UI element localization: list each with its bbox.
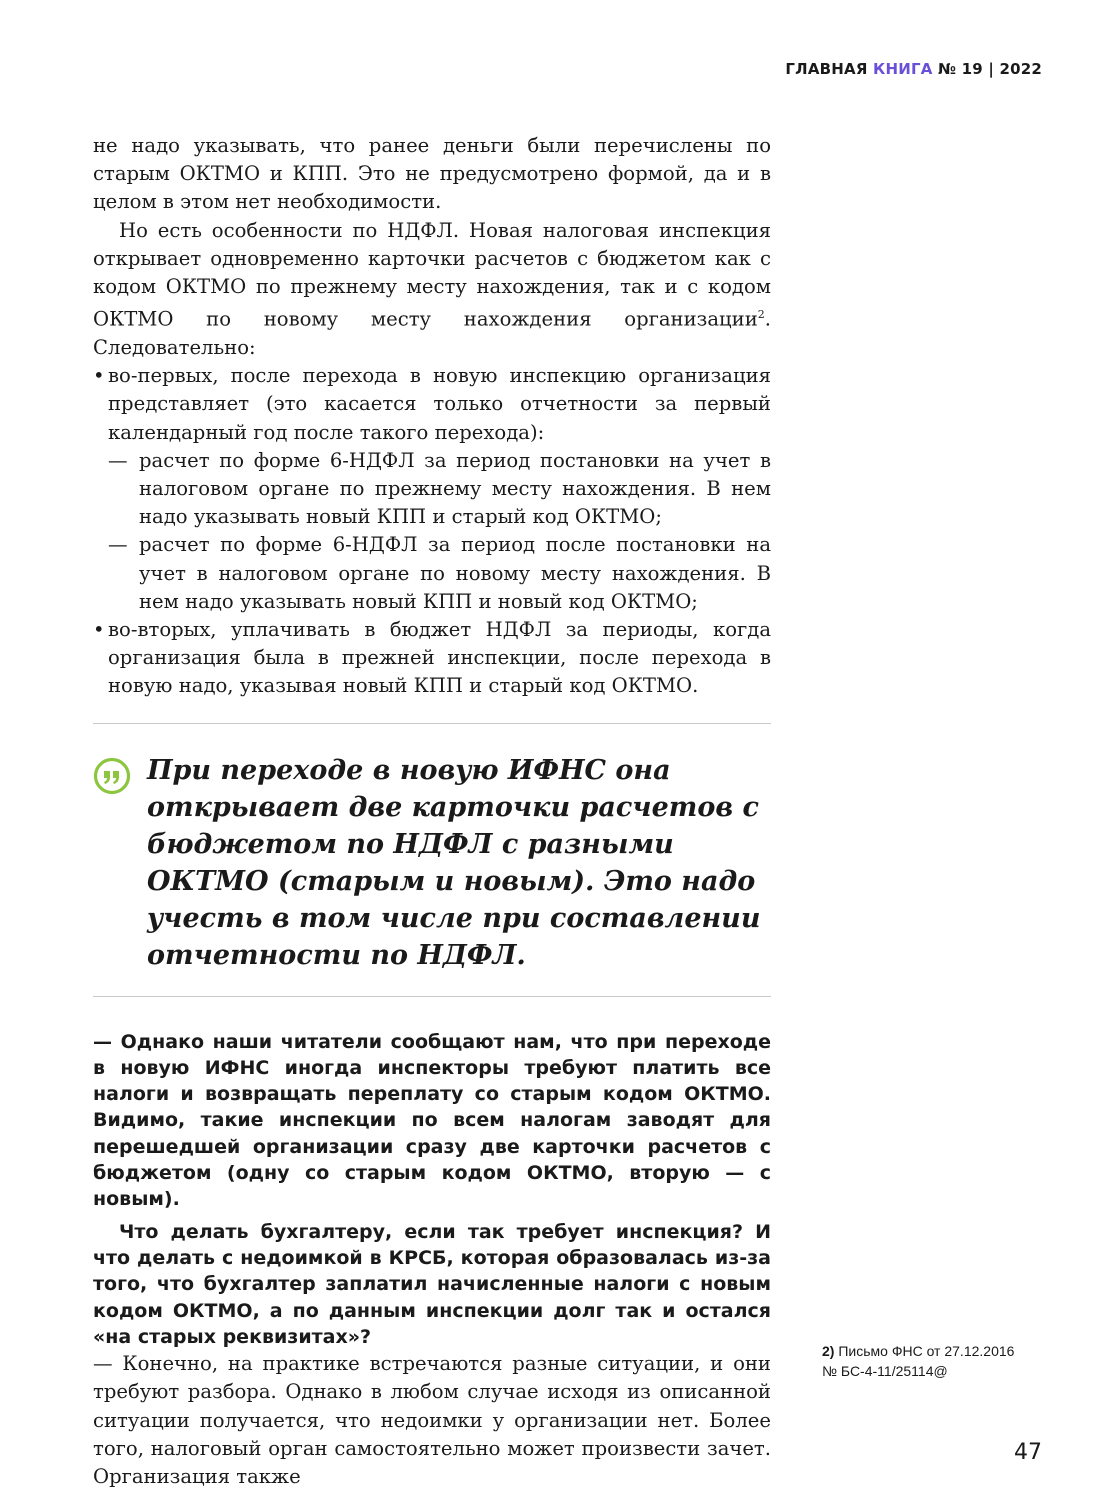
header-issue: № 19 | 2022 xyxy=(932,60,1042,78)
bullet-mark: • xyxy=(93,617,105,641)
dash-mark: — xyxy=(108,448,128,472)
quote-icon xyxy=(93,757,131,795)
bullet-text: во-вторых, уплачивать в бюджет НДФЛ за периоды, когда организация была в прежней инспекции, после перехода в новую надо, указывая новый КПП и старый код ОКТМО. xyxy=(108,617,771,698)
pull-quote xyxy=(93,724,771,996)
paragraph-2 xyxy=(93,217,771,363)
bullet-text: во-первых, после перехода в новую инспекцию организация представляет (это касается только отчетности за первый календарный год после такого перехода): xyxy=(108,364,771,444)
magazine-header xyxy=(785,60,1042,78)
bullet-mark: • xyxy=(93,364,105,388)
question-1: — Однако наши читатели сообщают нам, что при переходе в новую ИФНС иногда инспекторы требуют платить все налоги и возвращать переплату со старым кодом ОКТМО. Видимо, такие инспекции по всем налогам заводят для перешедшей организации сразу две карточки расчетов с бюджетом (одну со старым кодом ОКТМО, вторую — с новым). xyxy=(93,1030,771,1211)
footnote-ref: 2 xyxy=(757,308,765,322)
dash-mark: — xyxy=(108,533,128,557)
footnote xyxy=(822,1341,1052,1381)
dash-text: расчет по форме 6-НДФЛ за период после постановки на учет в налоговом органе по новому месту нахождения. В нем надо указывать новый КПП и новый код ОКТМО; xyxy=(139,533,771,613)
article-body xyxy=(93,132,771,1491)
footnote-line-1: Письмо ФНС от 27.12.2016 xyxy=(834,1343,1015,1359)
page-number: 47 xyxy=(1014,1440,1042,1465)
paragraph-2-text: Но есть особенности по НДФЛ. Новая налоговая инспекция открывает одновременно карточки расчетов с бюджетом как с кодом ОКТМО по прежнему месту нахождения, так и с кодом ОКТМО по новому месту нахождения организации xyxy=(93,218,771,331)
list-item xyxy=(93,616,771,701)
list-item xyxy=(93,447,771,532)
question-2: Что делать бухгалтеру, если так требует инспекция? И что делать с недоимкой в КРСБ, которая образовалась из-за того, что бухгалтер заплатил начисленные налоги с новым кодом ОКТМО, а по данным инспекции долг так и остался «на старых реквизитах»? xyxy=(93,1220,771,1348)
footnote-number: 2) xyxy=(822,1343,835,1359)
footnote-line-2: № БС-4-11/25114@ xyxy=(822,1363,948,1379)
list-item xyxy=(93,531,771,616)
header-title-accent: КНИГА xyxy=(873,60,933,78)
paragraph-2-tail: . Следовательно: xyxy=(93,307,771,359)
answer: — Конечно, на практике встречаются разные ситуации, и они требуют разбора. Однако в любом случае исходя из описанной ситуации получается, что недоимки у организации нет. Более того, налоговый орган самостоятельно может произвести зачет. Организация также xyxy=(93,1352,771,1488)
paragraph-1: не надо указывать, что ранее деньги были перечислены по старым ОКТМО и КПП. Это не предусмотрено формой, да и в целом в этом нет необходимости. xyxy=(93,134,771,214)
pull-quote-text: При переходе в новую ИФНС она открывает две карточки расчетов с бюджетом по НДФЛ с разными ОКТМО (старым и новым). Это надо учесть в том числе при составлении отчетности по НДФЛ. xyxy=(147,754,761,971)
header-title: ГЛАВНАЯ xyxy=(785,60,874,78)
list-item xyxy=(93,362,771,447)
dash-text: расчет по форме 6-НДФЛ за период постановки на учет в налоговом органе по прежнему месту нахождения. В нем надо указывать новый КПП и старый код ОКТМО; xyxy=(139,448,771,529)
